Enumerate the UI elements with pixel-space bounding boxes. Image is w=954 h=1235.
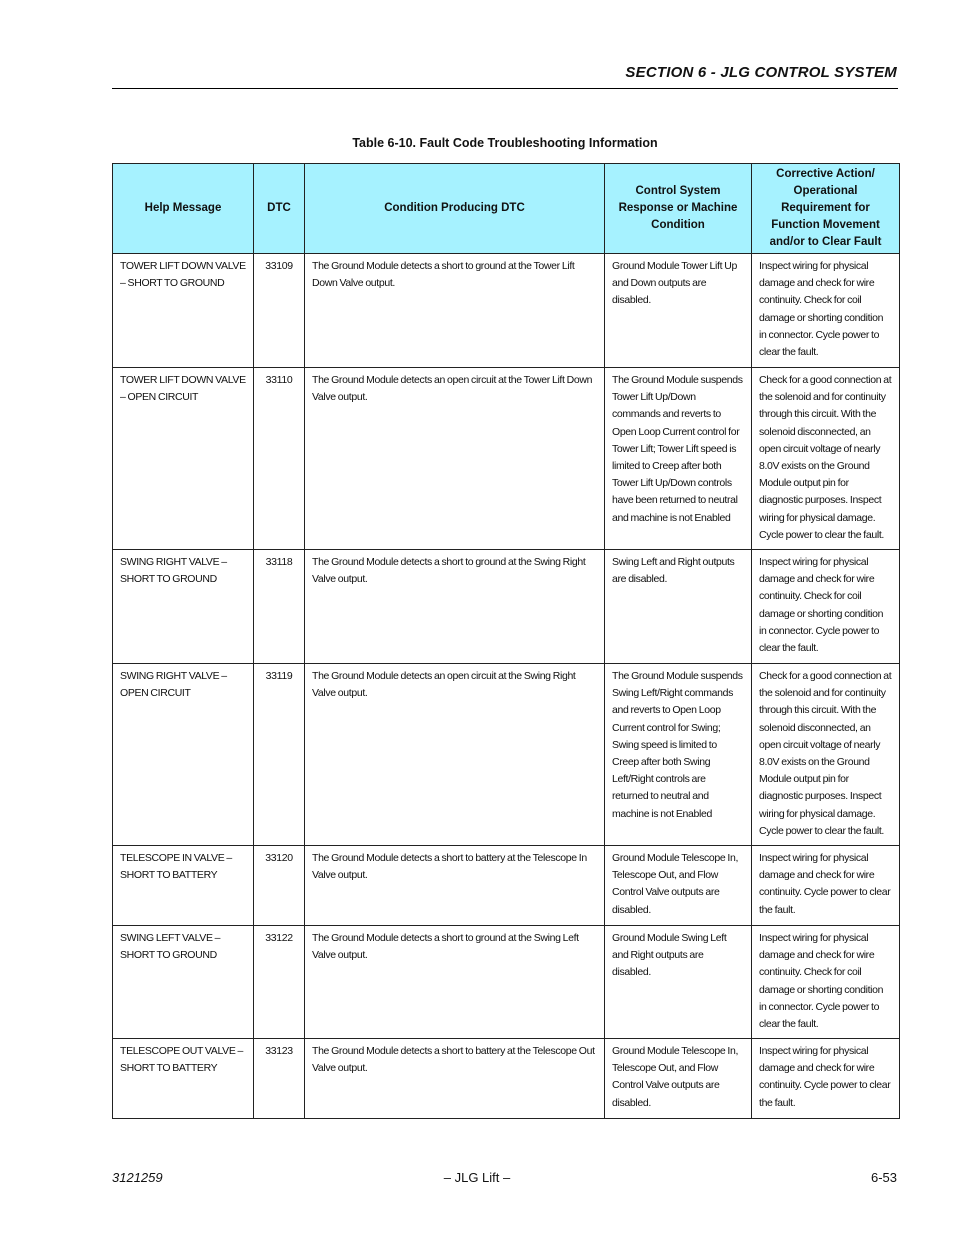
column-header-action: Corrective Action/ Operational Requirement for Function Movement and/or to Clear Fault (752, 164, 900, 254)
footer-doc-number: 3121259 (112, 1170, 163, 1185)
cell-action: Check for a good connection at the solenoid and for continuity through this circuit. With the solenoid disconnected, an open circuit voltage of nearly 8.0V exists on the Ground Module output pin for diagnostic purposes. Inspect wiring for physical damage. Cycle power to clear the fault. (752, 368, 900, 550)
cell-condition: The Ground Module detects a short to ground at the Swing Right Valve output. (305, 550, 605, 664)
table-row (113, 550, 900, 664)
table-row (113, 368, 900, 550)
table-row (113, 1039, 900, 1119)
cell-condition: The Ground Module detects a short to battery at the Telescope Out Valve output. (305, 1039, 605, 1119)
cell-condition: The Ground Module detects a short to battery at the Telescope In Valve output. (305, 846, 605, 926)
cell-response: Swing Left and Right outputs are disabled. (605, 550, 752, 664)
column-header-dtc: DTC (254, 164, 305, 254)
table-header-row (113, 164, 900, 254)
cell-action: Inspect wiring for physical damage and check for wire continuity. Check for coil damage or shorting condition in connector. Cycle power to clear the fault. (752, 550, 900, 664)
cell-help-message: TOWER LIFT DOWN VALVE – SHORT TO GROUND (113, 254, 254, 368)
footer-publisher: – JLG Lift – (443, 1170, 511, 1185)
fault-code-table (112, 163, 900, 1119)
cell-dtc: 33110 (254, 368, 305, 550)
footer-page-number: 6-53 (870, 1170, 897, 1185)
cell-action: Inspect wiring for physical damage and check for wire continuity. Cycle power to clear the fault. (752, 1039, 900, 1119)
cell-condition: The Ground Module detects an open circuit at the Swing Right Valve output. (305, 664, 605, 846)
cell-help-message: TELESCOPE IN VALVE – SHORT TO BATTERY (113, 846, 254, 926)
table-row (113, 926, 900, 1039)
cell-dtc: 33119 (254, 664, 305, 846)
cell-dtc: 33120 (254, 846, 305, 926)
table-row (113, 254, 900, 368)
cell-action: Inspect wiring for physical damage and check for wire continuity. Check for coil damage or shorting condition in connector. Cycle power to clear the fault. (752, 926, 900, 1039)
cell-response: Ground Module Tower Lift Up and Down outputs are disabled. (605, 254, 752, 368)
cell-action: Inspect wiring for physical damage and check for wire continuity. Cycle power to clear the fault. (752, 846, 900, 926)
cell-response: The Ground Module suspends Tower Lift Up/Down commands and reverts to Open Loop Current control for Tower Lift; Tower Lift speed is limited to Creep after both Tower Lift Up/Down controls have been returned to neutral and machine is not Enabled (605, 368, 752, 550)
column-header-response: Control System Response or Machine Condition (605, 164, 752, 254)
table-caption: Table 6-10. Fault Code Troubleshooting Information (352, 136, 658, 150)
cell-help-message: SWING RIGHT VALVE – SHORT TO GROUND (113, 550, 254, 664)
section-title: SECTION 6 - JLG CONTROL SYSTEM (625, 64, 897, 81)
cell-condition: The Ground Module detects a short to ground at the Tower Lift Down Valve output. (305, 254, 605, 368)
cell-response: Ground Module Swing Left and Right outputs are disabled. (605, 926, 752, 1039)
cell-condition: The Ground Module detects an open circuit at the Tower Lift Down Valve output. (305, 368, 605, 550)
cell-help-message: TOWER LIFT DOWN VALVE – OPEN CIRCUIT (113, 368, 254, 550)
column-header-condition: Condition Producing DTC (305, 164, 605, 254)
cell-response: The Ground Module suspends Swing Left/Right commands and reverts to Open Loop Current control for Swing; Swing speed is limited to Creep after both Swing Left/Right controls are returned to neutral and machine is not Enabled (605, 664, 752, 846)
cell-response: Ground Module Telescope In, Telescope Out, and Flow Control Valve outputs are disabled. (605, 846, 752, 926)
cell-condition: The Ground Module detects a short to ground at the Swing Left Valve output. (305, 926, 605, 1039)
cell-help-message: SWING RIGHT VALVE – OPEN CIRCUIT (113, 664, 254, 846)
cell-action: Inspect wiring for physical damage and check for wire continuity. Check for coil damage or shorting condition in connector. Cycle power to clear the fault. (752, 254, 900, 368)
cell-help-message: SWING LEFT VALVE – SHORT TO GROUND (113, 926, 254, 1039)
cell-action: Check for a good connection at the solenoid and for continuity through this circuit. With the solenoid disconnected, an open circuit voltage of nearly 8.0V exists on the Ground Module output pin for diagnostic purposes. Inspect wiring for physical damage. Cycle power to clear the fault. (752, 664, 900, 846)
cell-dtc: 33109 (254, 254, 305, 368)
cell-dtc: 33123 (254, 1039, 305, 1119)
cell-dtc: 33122 (254, 926, 305, 1039)
table-row (113, 664, 900, 846)
cell-dtc: 33118 (254, 550, 305, 664)
column-header-help-message: Help Message (113, 164, 254, 254)
header-rule (112, 88, 898, 89)
table-row (113, 846, 900, 926)
cell-response: Ground Module Telescope In, Telescope Out, and Flow Control Valve outputs are disabled. (605, 1039, 752, 1119)
cell-help-message: TELESCOPE OUT VALVE – SHORT TO BATTERY (113, 1039, 254, 1119)
